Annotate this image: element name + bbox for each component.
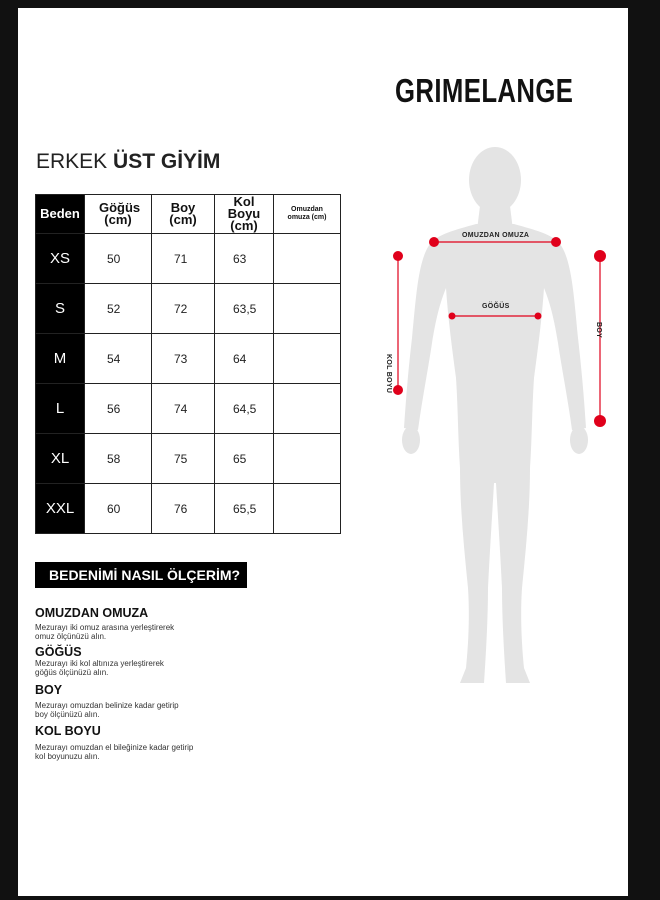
measure-heading-length: BOY [35, 683, 63, 697]
chest-cell: 60 [85, 484, 152, 534]
size-cell: XXL [36, 484, 85, 534]
chest-cell: 50 [85, 234, 152, 284]
desc-line: göğüs ölçünüzü alın. [35, 668, 109, 677]
chest-cell: 52 [85, 284, 152, 334]
measure-heading-sleeve: KOL BOYU [35, 724, 101, 738]
sleeve-cell: 63,5 [215, 284, 274, 334]
sleeve-cell: 65 [215, 434, 274, 484]
chest-label: GÖĞÜS [482, 303, 510, 310]
chest-cell: 56 [85, 384, 152, 434]
length-top-marker [594, 250, 606, 262]
shoulder-cell [274, 384, 341, 434]
chest-cell: 54 [85, 334, 152, 384]
category-light: ERKEK [36, 150, 108, 173]
desc-line: kol boyunuzu alın. [35, 752, 100, 761]
table-row [36, 234, 341, 284]
table-row [36, 434, 341, 484]
measure-desc-sleeve [35, 743, 245, 761]
measure-desc-length [35, 701, 245, 719]
size-cell: M [36, 334, 85, 384]
measure-desc-shoulder [35, 623, 245, 641]
desc-line: Mezurayı iki kol altınıza yerleştirerek [35, 659, 164, 668]
chest-right-marker [535, 313, 542, 320]
howto-title: BEDENİMİ NASIL ÖLÇERİM? [35, 562, 247, 588]
table-header-row [36, 195, 341, 234]
header-sleeve [215, 195, 274, 234]
sleeve-cell: 65,5 [215, 484, 274, 534]
header-size: Beden [36, 195, 85, 234]
size-cell: S [36, 284, 85, 334]
header-length [152, 195, 215, 234]
length-cell: 72 [152, 284, 215, 334]
length-cell: 74 [152, 384, 215, 434]
measure-desc-chest [35, 659, 245, 677]
desc-line: omuz ölçünüzü alın. [35, 632, 107, 641]
table-row [36, 334, 341, 384]
header-shoulder [274, 195, 341, 234]
chest-left-marker [449, 313, 456, 320]
shoulder-cell [274, 484, 341, 534]
length-cell: 73 [152, 334, 215, 384]
category-title [36, 150, 220, 174]
sleeve-cell: 63 [215, 234, 274, 284]
brand-logo: GRIMELANGE [395, 72, 574, 109]
table-row [36, 384, 341, 434]
size-cell: XS [36, 234, 85, 284]
sleeve-top-marker [393, 251, 403, 261]
chest-cell: 58 [85, 434, 152, 484]
shoulder-cell [274, 234, 341, 284]
length-cell: 71 [152, 234, 215, 284]
length-cell: 76 [152, 484, 215, 534]
shoulder-right-marker [551, 237, 561, 247]
desc-line: Mezurayı iki omuz arasına yerleştirerek [35, 623, 175, 632]
measure-heading-shoulder: OMUZDAN OMUZA [35, 606, 149, 620]
header-sleeve-label: Kol Boyu (cm) [227, 194, 261, 233]
desc-line: boy ölçünüzü alın. [35, 710, 100, 719]
header-chest [85, 195, 152, 234]
sleeve-label: KOL BOYU [385, 354, 392, 394]
header-shoulder-label: Omuzdan omuza (cm) [287, 206, 327, 221]
category-bold: ÜST GİYİM [113, 150, 221, 173]
measurement-markers [360, 138, 610, 698]
sleeve-bottom-marker [393, 385, 403, 395]
table-row [36, 284, 341, 334]
shoulder-left-marker [429, 237, 439, 247]
sleeve-cell: 64,5 [215, 384, 274, 434]
size-table [35, 194, 341, 534]
measure-heading-chest: GÖĞÜS [35, 645, 82, 659]
desc-line: Mezurayı omuzdan belinize kadar getirip [35, 701, 179, 710]
body-figure [360, 138, 610, 698]
length-label: BOY [595, 322, 602, 339]
shoulder-cell [274, 284, 341, 334]
sleeve-cell: 64 [215, 334, 274, 384]
size-cell: L [36, 384, 85, 434]
shoulder-cell [274, 434, 341, 484]
shoulder-cell [274, 334, 341, 384]
size-cell: XL [36, 434, 85, 484]
header-length-label: Boy (cm) [169, 200, 197, 227]
header-chest-label: Göğüs (cm) [99, 200, 141, 227]
length-bottom-marker [594, 415, 606, 427]
desc-line: Mezurayı omuzdan el bileğinize kadar getirip [35, 743, 194, 752]
table-row [36, 484, 341, 534]
length-cell: 75 [152, 434, 215, 484]
shoulder-label: OMUZDAN OMUZA [462, 232, 530, 239]
